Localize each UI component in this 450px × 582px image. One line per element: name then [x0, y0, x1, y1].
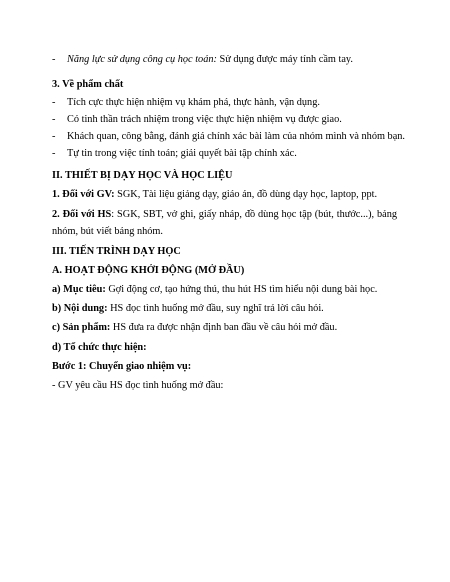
activity-title: A. HOẠT ĐỘNG KHỞI ĐỘNG (MỞ ĐẦU) [52, 265, 245, 276]
equipment-hs-paragraph [52, 206, 397, 240]
section3-title: 3. Về phẩm chất [52, 79, 124, 90]
step1-label: Bước 1: Chuyển giao nhiệm vụ: [52, 361, 192, 372]
organize-label: d) Tổ chức thực hiện: [52, 342, 147, 353]
competence-tool-line [52, 53, 400, 66]
section3-item [52, 113, 400, 126]
section3-item-text: Có tinh thần trách nhiệm trong việc thực hiện nhiệm vụ được giao. [67, 114, 342, 125]
bullet: - [52, 97, 56, 108]
equipment-gv-label: 1. Đối với GV: [52, 189, 115, 200]
equipment-title: II. THIẾT BỊ DẠY HỌC VÀ HỌC LIỆU [52, 170, 233, 181]
bullet: - [52, 148, 56, 159]
goal-text: Gợi động cơ, tạo hứng thú, thu hút HS tìm hiểu nội dung bài học. [105, 284, 378, 295]
content-label: b) Nội dung: [52, 303, 108, 314]
goal-label: a) Mục tiêu: [52, 284, 106, 295]
section3-item-text: Tự tin trong việc tính toán; giải quyết bài tập chính xác. [67, 148, 297, 159]
competence-tool-text: Sử dụng được máy tính cầm tay. [216, 54, 353, 65]
product-line [52, 321, 400, 334]
goal-line [52, 283, 400, 296]
product-text: HS đưa ra được nhận định ban đầu về câu hỏi mở đầu. [110, 322, 338, 333]
bullet: - [52, 131, 56, 142]
equipment-hs-label: 2. Đối với HS [52, 209, 112, 220]
section3-item [52, 130, 405, 143]
content-text: HS đọc tình huống mở đầu, suy nghĩ trả lời câu hỏi. [107, 303, 324, 314]
equipment-hs-text: : SGK, SBT, vở ghi, giấy nháp, đồ dùng học tập (bút, thước...), bảng nhóm, bút viết bảng nhóm. [52, 209, 397, 237]
process-title: III. TIẾN TRÌNH DẠY HỌC [52, 246, 181, 257]
section3-item-text: Khách quan, công bằng, đánh giá chính xác bài làm của nhóm mình và nhóm bạn. [67, 131, 405, 142]
bullet: - [52, 54, 56, 65]
section3-item-text: Tích cực thực hiện nhiệm vụ khám phá, thực hành, vận dụng. [67, 97, 320, 108]
content-line [52, 302, 400, 315]
product-label: c) Sản phẩm: [52, 322, 111, 333]
bullet: - [52, 114, 56, 125]
step1-text: - GV yêu cầu HS đọc tình huống mở đầu: [52, 380, 224, 391]
section3-item [52, 147, 400, 160]
equipment-gv-text: SGK, Tài liệu giảng dạy, giáo án, đồ dùng dạy học, laptop, ppt. [114, 189, 378, 200]
equipment-gv-line [52, 188, 400, 201]
section3-item [52, 96, 400, 109]
competence-tool-label: Năng lực sử dụng công cụ học toán: [67, 54, 217, 65]
